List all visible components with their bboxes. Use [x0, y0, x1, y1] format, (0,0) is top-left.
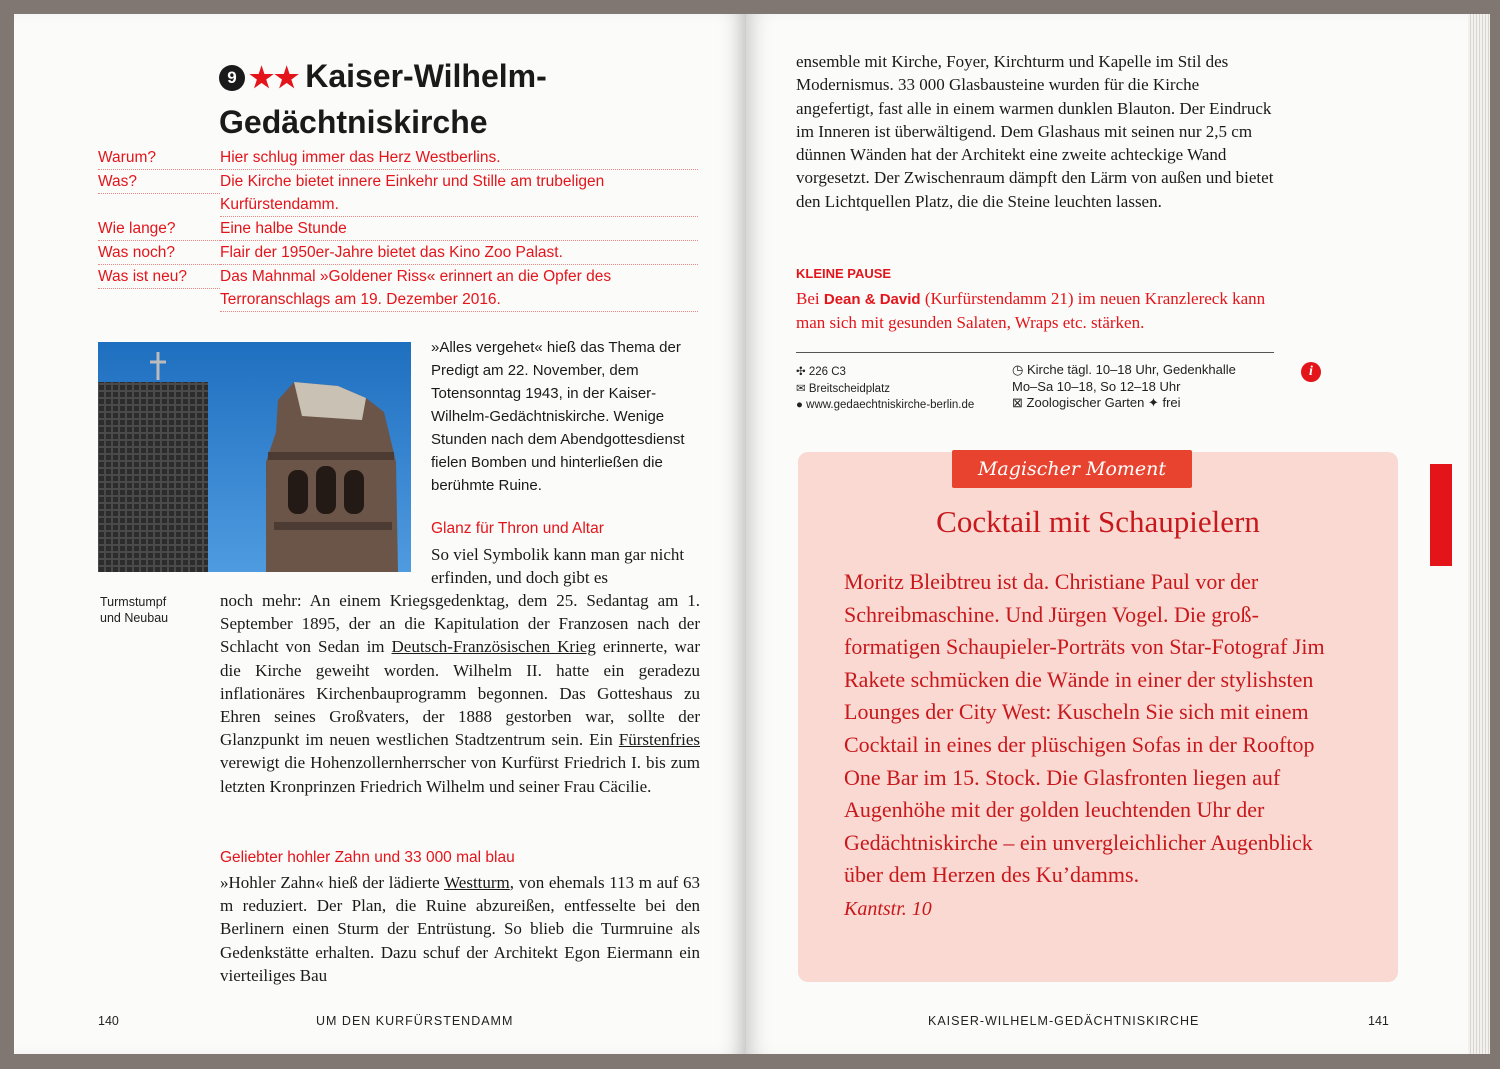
cross-reference-link[interactable]: Deutsch-Französischen Krieg	[391, 637, 596, 657]
chapter-tab	[1430, 464, 1452, 566]
sight-number-badge: 9	[219, 65, 245, 91]
subhead-glanz: Glanz für Thron und Altar	[431, 520, 604, 537]
info-contact-column	[796, 364, 974, 414]
transit-icon: ⊠	[1012, 395, 1023, 410]
page-number: 141	[1368, 1014, 1389, 1028]
page-number: 140	[98, 1014, 119, 1028]
web-icon: ●	[796, 399, 803, 411]
qa-row	[98, 146, 698, 170]
running-title: UM DEN KURFÜRSTENDAMM	[316, 1014, 514, 1028]
qa-question: Warum?	[98, 146, 220, 170]
magic-moment-body: Moritz Bleibtreu ist da. Christiane Paul vor der Schreibmaschine. Und Jürgen Vogel. Die großformatigen Schaupieler-Porträts von Star-Fotograf Jim Rakete schmücken die Wände in einer der stylishsten Lounges der City West: Kuscheln Sie sich mit einem Cocktail in eines der plüschigen Sofas in der Rooftop One Bar im 15. Stock. Die Glasfronten liegen auf Augenhöhe mit der golden leuchtenden Uhr der Gedächtniskirche – ein unvergleichlicher Augenblick über dem Herzen des Ku’damms.	[844, 569, 1325, 888]
info-price: frei	[1162, 395, 1181, 410]
qa-row	[98, 217, 698, 241]
kleine-pause-text	[796, 287, 1276, 335]
cross-reference-link[interactable]: Westturm	[444, 873, 510, 892]
qa-row	[98, 170, 698, 217]
qa-answer: Hier schlug immer das Herz Westberlins.	[220, 146, 698, 170]
photo-caption-line1: Turmstumpf	[100, 595, 167, 609]
info-map-ref: 226 C3	[808, 366, 846, 378]
subhead-zahn: Geliebter hohler Zahn und 33 000 mal blau	[220, 849, 515, 866]
body-text: , von ehemals 113 m auf 63 m reduziert. Der Plan, die Ruine abzureißen, entfesselte bei den Berlinern einen Sturm der Entrüstung. So blieb die Turmruine als Gedenkstätte erhalten. Dazu schuf der Architekt Egon Eiermann ein vierteiliges Bau	[220, 873, 700, 985]
price-icon: ✦	[1147, 395, 1159, 410]
left-page	[14, 14, 746, 1054]
qa-row	[98, 265, 698, 312]
info-website[interactable]: www.gedaechtniskirche-berlin.de	[806, 399, 975, 411]
title-line2: Gedächtniskirche	[219, 104, 488, 140]
church-photo	[98, 342, 411, 572]
body-paragraph-2	[220, 871, 700, 987]
magic-moment-title: Cocktail mit Schaupielern	[936, 504, 1260, 539]
info-hours-line1: Kirche tägl. 10–18 Uhr, Gedenkhalle	[1026, 362, 1236, 377]
mail-icon: ✉	[796, 382, 806, 395]
kleine-pause-name: Dean & David	[823, 291, 921, 308]
body-paragraph-1a: So viel Symbolik kann man gar nicht erfinden, und doch gibt es	[431, 545, 685, 587]
right-page	[746, 14, 1468, 1054]
page-title	[219, 54, 547, 144]
body-text: noch mehr: An einem Kriegsgedenktag, dem 25. Sedantag am 1. September 1895, der an die Kapitulation der Franzosen nach der Schlacht von Sedan im	[220, 591, 700, 657]
photo-caption	[100, 594, 210, 626]
page-edges	[1468, 14, 1490, 1054]
qa-answer: Flair der 1950er-Jahre bietet das Kino Zoo Palast.	[220, 241, 698, 265]
qa-table	[98, 146, 698, 312]
info-hours-column	[1012, 362, 1236, 412]
qa-answer: Eine halbe Stunde	[220, 217, 698, 241]
body-text: verewigt die Hohenzollernherrscher von Kurfürst Friedrich I. bis zum letzten Kronprinzen Friedrich Wilhelm und seiner Frau Cäcilie.	[220, 753, 700, 796]
qa-question: Was noch?	[98, 241, 220, 265]
body-paragraph-continued: ensemble mit Kirche, Foyer, Kirchturm und Kapelle im Stil des Modernismus. 33 000 Glasbausteine wurden für die Kirche angefertigt, fast alle in einem warmen dunklen Blauton. Der Eindruck im Inneren ist überwältigend. Dem Glashaus mit seinen nur 2,5 cm dünnen Wänden hat der Architekt eine zweite achteckige Wand vorgesetzt. Der Zwischenraum dämpft den Lärm von außen und bietet den Lichtquellen Platz, die die Steine leuchten lassen.	[796, 52, 1274, 211]
qa-row	[98, 241, 698, 265]
cross-reference-link[interactable]: Fürstenfries	[618, 730, 700, 750]
map-icon: ✣	[796, 366, 806, 378]
title-line1: Kaiser-Wilhelm-	[305, 58, 547, 94]
info-divider	[796, 352, 1274, 353]
qa-answer: Das Mahnmal »Goldener Riss« erinnert an die Opfer des Terroranschlags am 19. Dezember 2016.	[220, 265, 698, 312]
body-text: erinnerte, war die Kirche geweiht worden. Wilhelm II. hatte ein geradezu inflationäres Kirchenbauprogramm begonnen. Das Gotteshaus zu Ehren seines Großvaters, der 1888 gestorben war, sollte der Glanzpunkt im neuen westlichen Stadtzentrum sein. Ein	[220, 637, 700, 750]
qa-question: Was ist neu?	[98, 265, 220, 289]
photo-caption-line2: und Neubau	[100, 611, 169, 625]
magic-moment-label: Magischer Moment	[952, 450, 1192, 488]
magic-moment-text	[844, 566, 1334, 926]
rating-stars-icon: ★★	[249, 62, 300, 93]
qa-answer: Die Kirche bietet innere Einkehr und Stille am trubeligen Kurfürstendamm.	[220, 170, 698, 217]
info-icon: i	[1301, 362, 1321, 382]
info-hours-line2: Mo–Sa 10–18, So 12–18 Uhr	[1012, 378, 1181, 394]
lead-paragraph: »Alles vergehet« hieß das Thema der Predigt am 22. November, dem Totensonntag 1943, in der Kaiser-Wilhelm-Gedächtniskirche. Wenige Stunden nach dem Abendgottesdienst fielen Bomben und hinterließen die berühmte Ruine.	[431, 339, 685, 494]
qa-question: Wie lange?	[98, 217, 220, 241]
body-paragraph-1b	[220, 589, 700, 798]
body-text: »Hohler Zahn« hieß der lädierte	[220, 873, 445, 892]
kleine-pause-label: KLEINE PAUSE	[796, 266, 892, 281]
clock-icon: ◷	[1012, 362, 1024, 377]
kleine-pause-pre: Bei	[796, 289, 824, 308]
qa-question: Was?	[98, 170, 220, 194]
kleine-pause-post: (Kurfürstendamm 21) im neuen Kranzlereck kann man sich mit gesunden Salaten, Wraps etc. stärken.	[796, 289, 1266, 333]
info-address: Breitscheidplatz	[808, 382, 891, 395]
church-photo-illustration	[98, 342, 411, 572]
info-transit: Zoologischer Garten	[1026, 395, 1145, 410]
running-title: KAISER-WILHELM-GEDÄCHTNISKIRCHE	[928, 1014, 1200, 1028]
magic-moment-address: Kantstr. 10	[844, 897, 932, 920]
